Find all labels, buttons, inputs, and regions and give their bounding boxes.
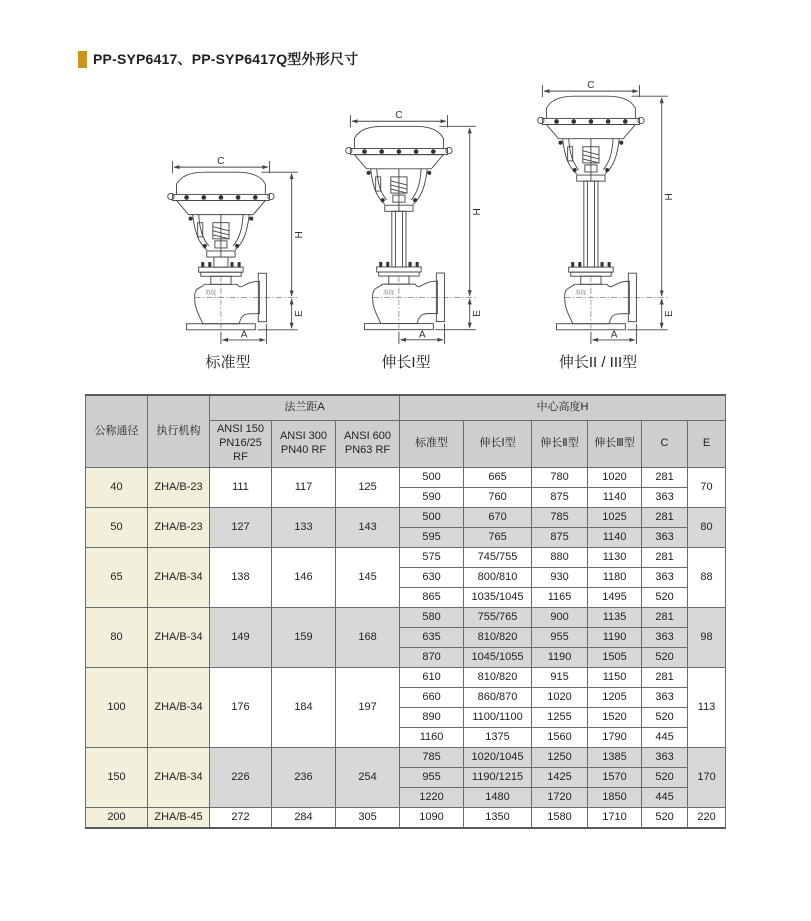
table-cell: 88 <box>688 548 726 608</box>
body-brand-mark: 苏仪 <box>383 290 395 297</box>
table-row <box>86 608 726 628</box>
diagram-extended-1-type <box>320 110 492 372</box>
table-cell: 1160 <box>400 728 464 748</box>
table-cell: 445 <box>642 788 688 808</box>
table-cell: 1560 <box>532 728 588 748</box>
table-cell: 281 <box>642 668 688 688</box>
valve-outline-svg <box>320 110 492 348</box>
header-e: E <box>688 421 726 468</box>
body-brand-mark: 苏仪 <box>205 290 217 297</box>
table-cell: 1710 <box>588 808 642 829</box>
table-cell: 445 <box>642 728 688 748</box>
table-cell: 1100/1100 <box>464 708 532 728</box>
table-cell: 670 <box>464 508 532 528</box>
table-cell: ZHA/B-45 <box>148 808 210 829</box>
header-extended-3: 伸长Ⅲ型 <box>588 421 642 468</box>
table-cell: 580 <box>400 608 464 628</box>
table-cell: 272 <box>210 808 272 829</box>
table-cell: 520 <box>642 768 688 788</box>
table-cell: 149 <box>210 608 272 668</box>
table-cell: 133 <box>272 508 336 548</box>
table-cell: 520 <box>642 588 688 608</box>
table-cell: 117 <box>272 468 336 508</box>
table-cell: 1480 <box>464 788 532 808</box>
table-cell: 890 <box>400 708 464 728</box>
table-cell: 575 <box>400 548 464 568</box>
table-cell: 810/820 <box>464 628 532 648</box>
header-ansi150: ANSI 150 PN16/25 RF <box>210 421 272 468</box>
table-cell: 80 <box>688 508 726 548</box>
dimension-table-wrap <box>85 394 725 829</box>
table-cell: 745/755 <box>464 548 532 568</box>
table-row <box>86 508 726 528</box>
table-cell: 660 <box>400 688 464 708</box>
header-extended-1: 伸长Ⅰ型 <box>464 421 532 468</box>
table-cell: 765 <box>464 528 532 548</box>
table-cell: 1255 <box>532 708 588 728</box>
body-brand-mark: 苏仪 <box>575 290 587 297</box>
dim-label-h: H <box>471 208 483 216</box>
table-cell: 780 <box>532 468 588 488</box>
table-cell: 865 <box>400 588 464 608</box>
table-cell: ZHA/B-34 <box>148 748 210 808</box>
table-cell: 98 <box>688 608 726 668</box>
table-cell: 860/870 <box>464 688 532 708</box>
dim-label-a: A <box>240 329 248 341</box>
diagram-caption: 标准型 <box>205 354 251 371</box>
table-cell: 520 <box>642 648 688 668</box>
table-cell: 281 <box>642 608 688 628</box>
table-cell: 168 <box>336 608 400 668</box>
dim-label-h: H <box>663 193 675 201</box>
table-cell: 150 <box>86 748 148 808</box>
table-cell: 138 <box>210 548 272 608</box>
table-cell: 1720 <box>532 788 588 808</box>
table-row <box>86 468 726 488</box>
table-cell: 1090 <box>400 808 464 829</box>
table-cell: 305 <box>336 808 400 829</box>
table-row <box>86 808 726 829</box>
table-cell: 143 <box>336 508 400 548</box>
table-cell: 363 <box>642 688 688 708</box>
table-cell: 630 <box>400 568 464 588</box>
table-cell: 800/810 <box>464 568 532 588</box>
table-cell: 1150 <box>588 668 642 688</box>
table-cell: 363 <box>642 528 688 548</box>
diagram-caption: 伸长II / III型 <box>558 354 638 371</box>
table-cell: 363 <box>642 748 688 768</box>
table-cell: 127 <box>210 508 272 548</box>
table-cell: 1035/1045 <box>464 588 532 608</box>
header-nominal-diameter: 公称通径 <box>86 395 148 468</box>
table-cell: 1375 <box>464 728 532 748</box>
table-cell: 915 <box>532 668 588 688</box>
table-cell: 184 <box>272 668 336 748</box>
table-cell: 200 <box>86 808 148 829</box>
table-cell: 595 <box>400 528 464 548</box>
table-cell: 363 <box>642 628 688 648</box>
table-cell: 1190 <box>532 648 588 668</box>
header-c: C <box>642 421 688 468</box>
table-cell: 176 <box>210 668 272 748</box>
table-cell: 1045/1055 <box>464 648 532 668</box>
table-cell: 520 <box>642 708 688 728</box>
diagram-standard-type <box>142 156 314 372</box>
dim-label-c: C <box>217 156 225 168</box>
table-cell: 635 <box>400 628 464 648</box>
table-cell: 900 <box>532 608 588 628</box>
table-cell: 785 <box>400 748 464 768</box>
diagram-extended-2-3-type <box>512 80 684 372</box>
table-cell: 100 <box>86 668 148 748</box>
table-cell: 1140 <box>588 488 642 508</box>
valve-drawing-standard <box>142 156 314 348</box>
table-cell: 1190 <box>588 628 642 648</box>
table-cell: 111 <box>210 468 272 508</box>
dim-label-c: C <box>587 80 595 92</box>
table-cell: 875 <box>532 488 588 508</box>
table-cell: 875 <box>532 528 588 548</box>
table-cell: 1190/1215 <box>464 768 532 788</box>
title-block <box>78 49 358 69</box>
table-cell: 870 <box>400 648 464 668</box>
diagram-caption: 伸长I型 <box>381 354 431 371</box>
table-cell: 1020/1045 <box>464 748 532 768</box>
table-cell: 363 <box>642 568 688 588</box>
header-group-center-height: 中心高度H <box>400 395 726 421</box>
title-accent-bar <box>78 51 87 68</box>
table-cell: 159 <box>272 608 336 668</box>
table-cell: 1350 <box>464 808 532 829</box>
table-cell: 880 <box>532 548 588 568</box>
table-cell: 955 <box>532 628 588 648</box>
table-cell: 1020 <box>532 688 588 708</box>
table-cell: 146 <box>272 548 336 608</box>
table-cell: 70 <box>688 468 726 508</box>
table-cell: 1220 <box>400 788 464 808</box>
table-cell: 226 <box>210 748 272 808</box>
table-cell: 113 <box>688 668 726 748</box>
table-cell: 610 <box>400 668 464 688</box>
table-cell: 1130 <box>588 548 642 568</box>
table-cell: 40 <box>86 468 148 508</box>
table-cell: 50 <box>86 508 148 548</box>
table-cell: 1020 <box>588 468 642 488</box>
table-cell: 236 <box>272 748 336 808</box>
header-group-flange-distance: 法兰距A <box>210 395 400 421</box>
table-cell: 500 <box>400 508 464 528</box>
table-cell: 145 <box>336 548 400 608</box>
table-cell: 930 <box>532 568 588 588</box>
table-cell: 1570 <box>588 768 642 788</box>
table-cell: ZHA/B-34 <box>148 548 210 608</box>
table-cell: 785 <box>532 508 588 528</box>
dim-label-a: A <box>418 329 426 341</box>
table-cell: 220 <box>688 808 726 829</box>
valve-drawing-extended-2-3 <box>512 80 684 348</box>
header-ansi600: ANSI 600 PN63 RF <box>336 421 400 468</box>
table-cell: 520 <box>642 808 688 829</box>
table-cell: 197 <box>336 668 400 748</box>
table-row <box>86 668 726 688</box>
valve-outline-svg <box>512 80 684 348</box>
table-cell: 281 <box>642 508 688 528</box>
table-cell: 1205 <box>588 688 642 708</box>
table-cell: 254 <box>336 748 400 808</box>
table-cell: 284 <box>272 808 336 829</box>
table-row <box>86 748 726 768</box>
table-cell: ZHA/B-34 <box>148 668 210 748</box>
table-cell: 1140 <box>588 528 642 548</box>
table-cell: 500 <box>400 468 464 488</box>
table-cell: 760 <box>464 488 532 508</box>
header-extended-2: 伸长Ⅱ型 <box>532 421 588 468</box>
table-cell: 1135 <box>588 608 642 628</box>
header-standard-type: 标准型 <box>400 421 464 468</box>
table-cell: 281 <box>642 468 688 488</box>
table-cell: 1025 <box>588 508 642 528</box>
table-cell: 1850 <box>588 788 642 808</box>
table-cell: ZHA/B-34 <box>148 608 210 668</box>
dim-label-a: A <box>610 329 618 341</box>
table-cell: 1495 <box>588 588 642 608</box>
dimension-table <box>85 394 726 829</box>
table-cell: 125 <box>336 468 400 508</box>
table-row <box>86 548 726 568</box>
table-cell: 955 <box>400 768 464 788</box>
table-cell: 65 <box>86 548 148 608</box>
table-cell: 1425 <box>532 768 588 788</box>
valve-drawing-extended-1 <box>320 110 492 348</box>
table-cell: ZHA/B-23 <box>148 468 210 508</box>
table-cell: ZHA/B-23 <box>148 508 210 548</box>
table-cell: 665 <box>464 468 532 488</box>
page-title: PP-SYP6417、PP-SYP6417Q型外形尺寸 <box>93 51 359 67</box>
dim-label-e: E <box>471 310 483 317</box>
table-cell: 1180 <box>588 568 642 588</box>
dim-label-e: E <box>293 310 305 318</box>
table-cell: 590 <box>400 488 464 508</box>
header-actuator: 执行机构 <box>148 395 210 468</box>
valve-outline-svg <box>142 156 314 348</box>
table-cell: 810/820 <box>464 668 532 688</box>
table-cell: 170 <box>688 748 726 808</box>
dim-label-c: C <box>395 110 403 122</box>
table-cell: 1580 <box>532 808 588 829</box>
dim-label-h: H <box>293 231 305 239</box>
table-cell: 1520 <box>588 708 642 728</box>
table-cell: 281 <box>642 548 688 568</box>
dim-label-e: E <box>663 310 675 317</box>
table-cell: 363 <box>642 488 688 508</box>
table-cell: 755/765 <box>464 608 532 628</box>
table-cell: 80 <box>86 608 148 668</box>
table-cell: 1505 <box>588 648 642 668</box>
table-cell: 1250 <box>532 748 588 768</box>
table-cell: 1385 <box>588 748 642 768</box>
header-ansi300: ANSI 300 PN40 RF <box>272 421 336 468</box>
table-cell: 1165 <box>532 588 588 608</box>
table-cell: 1790 <box>588 728 642 748</box>
